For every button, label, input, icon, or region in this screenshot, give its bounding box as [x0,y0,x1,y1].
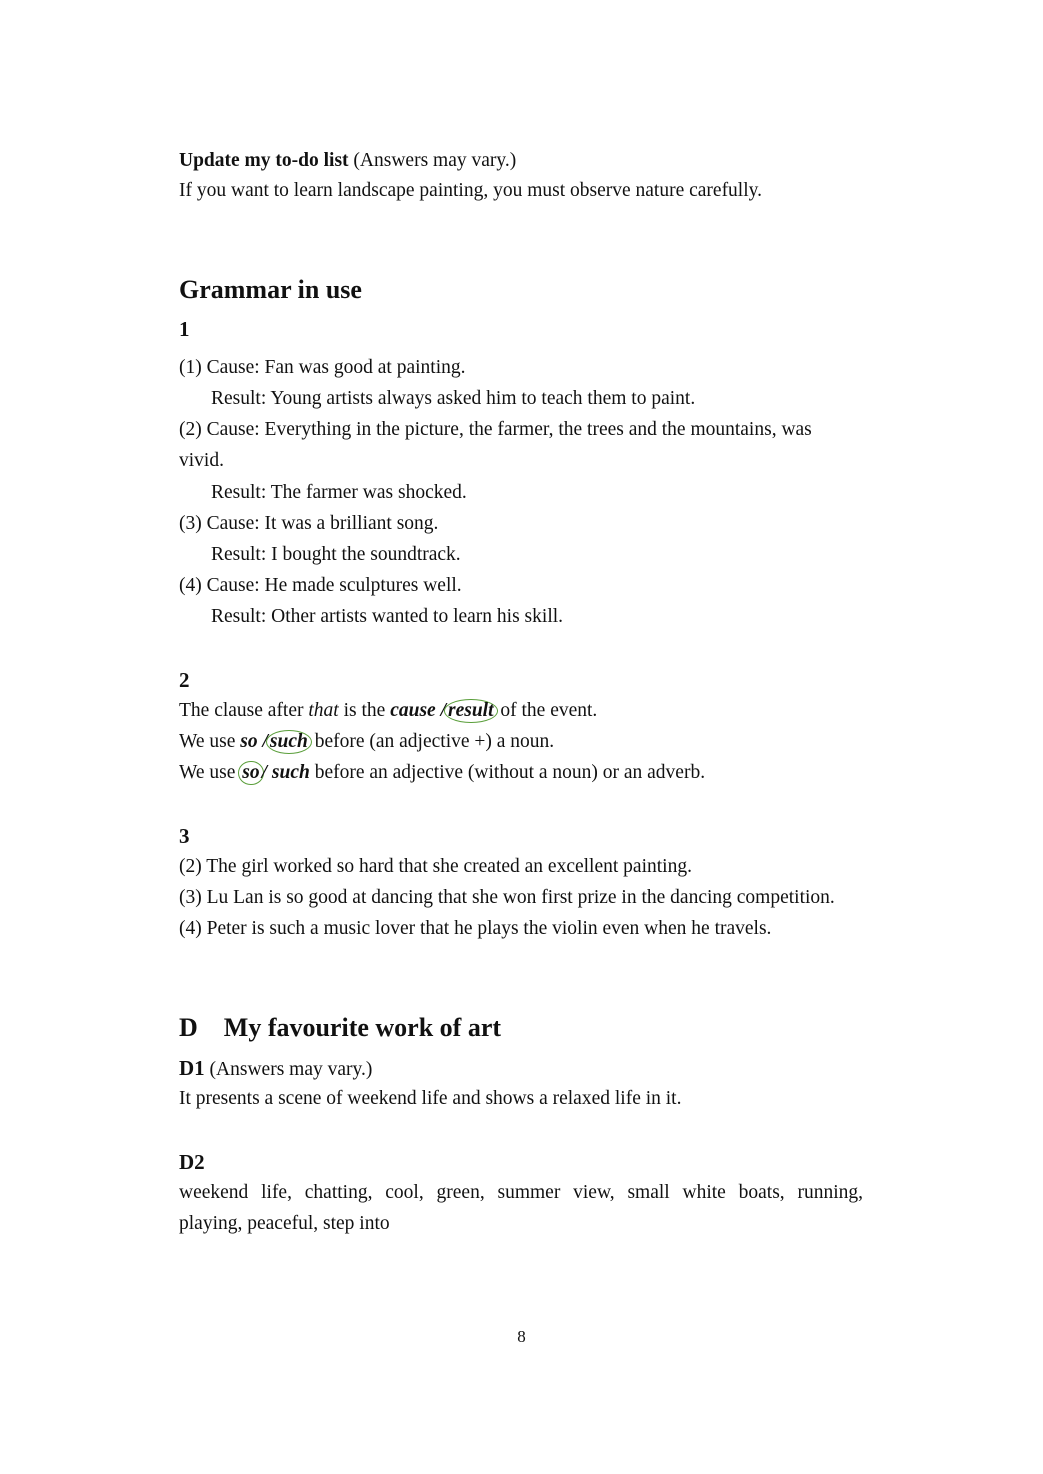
text: before an adjective (without a noun) or an adverb. [309,762,706,783]
todo-title: Update my to-do list [179,150,349,171]
option: cause / [390,700,446,721]
d2-label: D2 [179,1150,205,1174]
d1-answer: It presents a scene of weekend life and shows a relaxed life in it. [179,1088,682,1109]
ex1-line: vivid. [179,450,224,471]
text: We use [179,731,241,752]
todo-answer: If you want to learn landscape painting, you must observe nature carefully. [179,180,763,201]
todo-heading [179,149,516,173]
todo-note: (Answers may vary.) [353,150,517,171]
d1-label: D1 [179,1056,205,1080]
text: before (an adjective +) a noun. [309,731,555,752]
d1-note: (Answers may vary.) [209,1059,373,1080]
ex1-line: Result: The farmer was shocked. [211,482,467,503]
d2-line: weekend life, chatting, cool, green, summer view, small white boats, running, [179,1182,863,1203]
circled-answer: result [444,699,498,723]
circled-answer: such [266,730,312,754]
ex1-line: Result: Other artists wanted to learn his skill. [211,606,564,627]
ex3-line: (3) Lu Lan is so good at dancing that she won first prize in the dancing competition. [179,887,835,908]
d1-heading [179,1056,372,1082]
ex3-line: (2) The girl worked so hard that she created an excellent painting. [179,856,692,877]
text: of the event. [495,700,598,721]
option: / such [261,762,310,783]
ex2-line [179,730,554,754]
text: The clause after [179,700,309,721]
ex2-line [179,699,597,723]
grammar-title: Grammar in use [179,275,362,304]
section-d-title: D My favourite work of art [179,1013,502,1042]
ex1-line: (4) Cause: He made sculptures well. [179,575,462,596]
page-number: 8 [517,1327,526,1346]
ex2-line [179,761,705,785]
ex2-number: 2 [179,668,190,692]
ex1-line: (1) Cause: Fan was good at painting. [179,357,466,378]
text: is the [338,700,391,721]
circled-answer: so [238,761,263,785]
text: We use [179,762,241,783]
ex1-line: (3) Cause: It was a brilliant song. [179,513,439,534]
d2-line: playing, peaceful, step into [179,1213,390,1234]
ex3-line: (4) Peter is such a music lover that he plays the violin even when he travels. [179,918,772,939]
ex3-number: 3 [179,824,190,848]
ex1-line: Result: Young artists always asked him to teach them to paint. [211,388,696,409]
text: that [308,700,339,721]
ex1-number: 1 [179,317,190,341]
ex1-line: Result: I bought the soundtrack. [211,544,461,565]
option: so / [240,731,268,752]
ex1-line: (2) Cause: Everything in the picture, the farmer, the trees and the mountains, was [179,419,812,440]
